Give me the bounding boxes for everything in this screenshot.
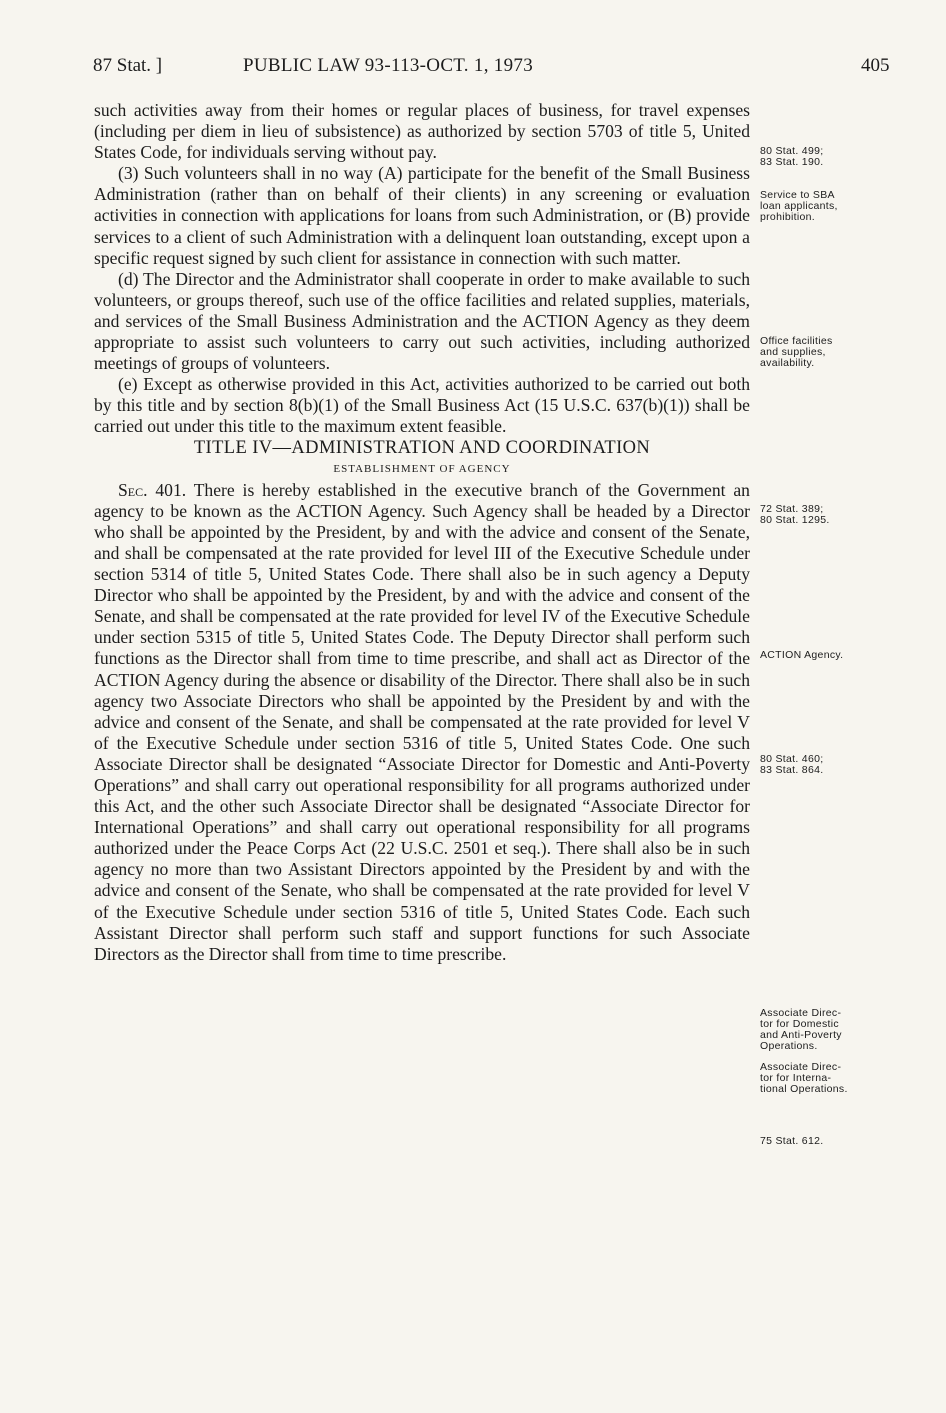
page-header bbox=[0, 55, 946, 83]
statute-reference: 87 Stat. ] bbox=[93, 55, 163, 76]
margin-note: ACTION Agency. bbox=[760, 649, 844, 661]
paragraph-e: (e) Except as otherwise provided in this Act, activities authorized to be carried out both by this title and by section 8(b)(1) of the Small Business Act (15 U.S.C. 637(b)(1)) shall be carried out under this title to the maximum extent feasible. bbox=[94, 374, 750, 437]
paragraph-continuation: such activities away from their homes or regular places of business, for travel expenses (including per diem in lieu of subsistence) as authorized by section 5703 of title 5, United States Code, for individuals serving without pay. bbox=[94, 100, 750, 163]
margin-note: Service to SBA loan applicants, prohibition. bbox=[760, 189, 838, 223]
section-number: Sec. 401. bbox=[118, 479, 187, 500]
paragraph-d: (d) The Director and the Administrator shall cooperate in order to make available to such volunteers, or groups thereof, such use of the office facilities and related supplies, materials, and services of the Small Business Administration and the ACTION Agency as they deem appropriate to assist such volunteers to carry out such activities, including authorized meetings of groups of volunteers. bbox=[94, 268, 750, 374]
page-number: 405 bbox=[861, 55, 890, 76]
section-subheading: ESTABLISHMENT OF AGENCY bbox=[333, 462, 511, 475]
margin-note: Associate Direc- tor for Interna- tional Operations. bbox=[760, 1061, 848, 1095]
margin-note: 80 Stat. 460; 83 Stat. 864. bbox=[760, 753, 824, 776]
title-heading: TITLE IV—ADMINISTRATION AND COORDINATION bbox=[193, 437, 651, 458]
margin-note: Associate Direc- tor for Domestic and Anti-Poverty Operations. bbox=[760, 1007, 842, 1052]
section-401-text: There is hereby established in the executive branch of the Government an agency to be known as the ACTION Agency. Such Agency shall be headed by a Director who shall be appointed by the President, by and with the advice and consent of the Senate, and shall be compensated at the rate provided for level III of the Executive Schedule under section 5314 of title 5, United States Code. There shall also be in such agency a Deputy Director who shall be appointed by the President, by and with the advice and consent of the Senate, and shall be compensated at the rate provided for level IV of the Executive Schedule under section 5315 of title 5, United States Code. The Deputy Director shall perform such functions as the Director shall from time to time prescribe, and shall act as Director of the ACTION Agency during the absence or disability of the Director. There shall also be in such agency two Associate Directors who shall be appointed by the President by and with the advice and consent of the Senate, and shall be compensated at the rate provided for level V of the Executive Schedule under section 5316 of title 5, United States Code. One such Associate Director shall be designated “Associate Director for Domestic and Anti-Poverty Operations” and shall carry out operational responsibility for all programs authorized under this Act, and the other such Associate Director shall be designated “Associate Director for International Operations” and shall carry out operational responsibility for all programs authorized under the Peace Corps Act (22 U.S.C. 2501 et seq.). There shall also be in such agency no more than two Assistant Directors appointed by the President by and with the advice and consent of the Senate, who shall be compensated at the rate provided for level V of the Executive Schedule under section 5316 of title 5, United States Code. Each such Assistant Director shall perform such staff and support functions for such Associate Directors as the Director shall from time to time prescribe. bbox=[94, 479, 750, 964]
main-text bbox=[94, 100, 750, 965]
margin-note: 72 Stat. 389; 80 Stat. 1295. bbox=[760, 503, 830, 526]
section-401 bbox=[94, 480, 750, 965]
margin-note: 75 Stat. 612. bbox=[760, 1135, 824, 1147]
margin-note: Office facilities and supplies, availability. bbox=[760, 335, 833, 369]
paragraph-3: (3) Such volunteers shall in no way (A) participate for the benefit of the Small Business Administration (rather than on behalf of their clients) in any screening or evaluation activities in connection with applications for loans from such Administration, or (B) provide services to a client of such Administration with a delinquent loan outstanding, except upon a specific request signed by such client for assistance in connection with such matter. bbox=[94, 163, 750, 268]
law-title: PUBLIC LAW 93-113-OCT. 1, 1973 bbox=[243, 55, 534, 76]
margin-note: 80 Stat. 499; 83 Stat. 190. bbox=[760, 145, 824, 168]
